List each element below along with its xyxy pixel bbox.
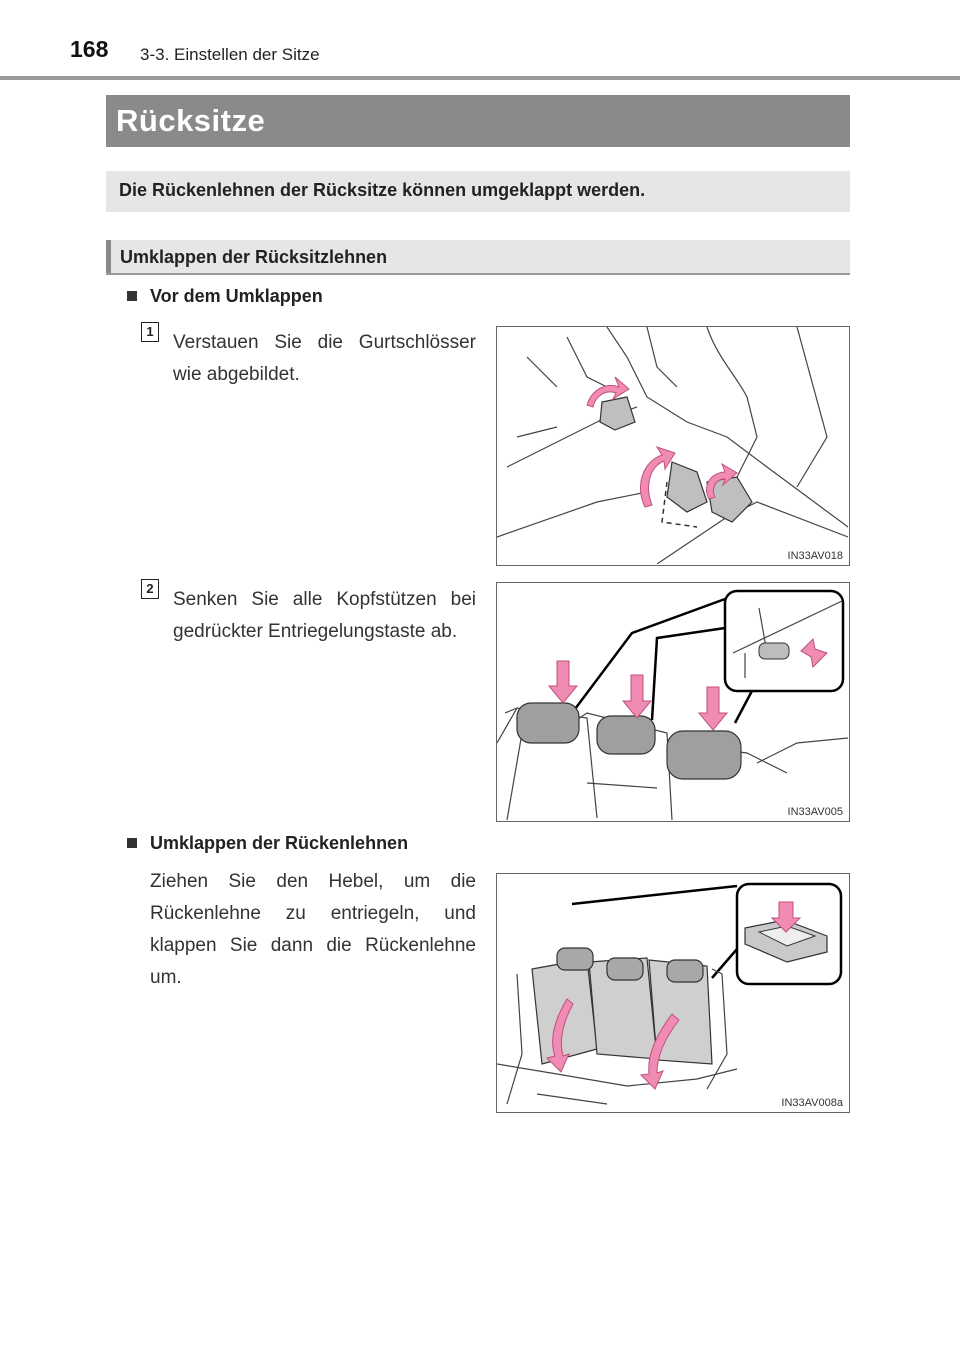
subsection-accent	[106, 240, 111, 273]
bullet-heading-folding: Umklappen der Rückenlehnen	[150, 833, 409, 853]
figure-code: IN33AV018	[787, 550, 843, 562]
step-number-badge: 2	[141, 579, 159, 599]
header-rule	[0, 76, 960, 80]
bullet-heading-before-folding: Vor dem Umklappen	[150, 286, 323, 306]
subsection-header	[106, 240, 850, 275]
step-number-badge: 1	[141, 322, 159, 342]
seatback-illustration	[497, 874, 848, 1111]
square-bullet-icon	[127, 291, 137, 301]
section-title-bar	[106, 95, 850, 147]
figure-code: IN33AV005	[787, 806, 843, 818]
figure-headrest-lowering	[496, 582, 850, 822]
section-title: Rücksitze	[116, 103, 266, 138]
figure-seatback-folding	[496, 873, 850, 1113]
buckle-illustration	[497, 327, 848, 564]
square-bullet-icon	[127, 838, 137, 848]
figure-code: IN33AV008a	[781, 1097, 843, 1109]
figure-buckle-stowing	[496, 326, 850, 566]
intro-text: Die Rückenlehnen der Rücksitze können umgeklappt werden.	[119, 180, 646, 200]
page-number: 168	[70, 36, 109, 62]
chapter-title: 3-3. Einstellen der Sitze	[140, 45, 320, 64]
headrest-illustration	[497, 583, 848, 820]
step-1-text: Verstauen Sie die Gurtschlösser wie abgebildet.	[173, 332, 476, 385]
subsection-title: Umklappen der Rücksitzlehnen	[120, 247, 388, 267]
step-2-text: Senken Sie alle Kopfstützen bei gedrückter Entriegelungstaste ab.	[173, 589, 476, 642]
folding-text: Ziehen Sie den Hebel, um die Rückenlehne zu entriegeln, und klappen Sie dann die Rückenlehne um.	[150, 871, 476, 988]
intro-box	[106, 171, 850, 212]
